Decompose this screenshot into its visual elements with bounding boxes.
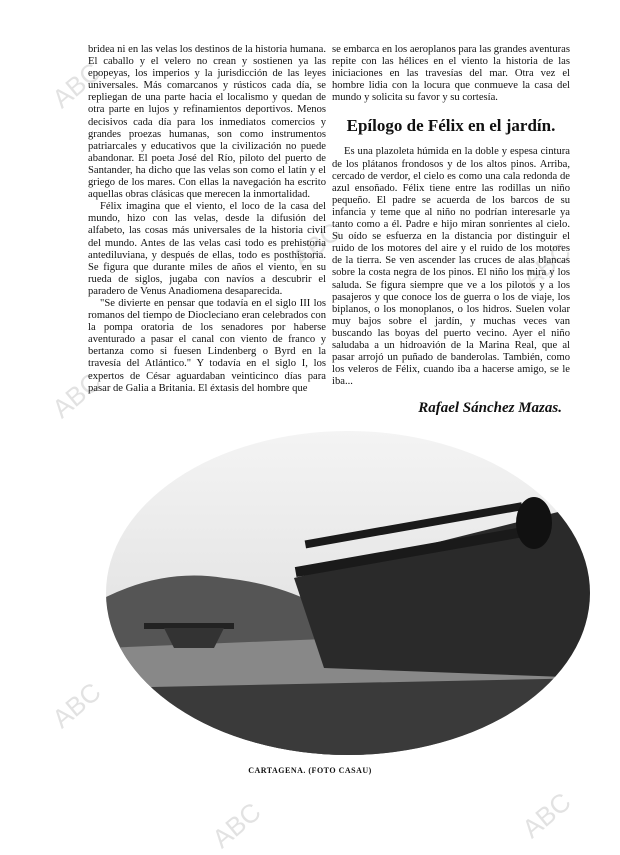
watermark: ABC (516, 236, 577, 294)
seaplanes-photo (104, 428, 592, 758)
watermark: ABC (46, 676, 107, 734)
paragraph: Es una plazoleta húmida en la doble y espesa cintura de los plátanos frondosos y de los altos pinos. Arriba, cercado de verdor, el cielo es como una cala redonda de azul ensoñado. Félix tiene entre las rodillas un niño pequeño. El padre se acuerda de los barcos de su infancia y teme que al niño no podrían interesarle ya tanto como a él. Padre e hijo miran sonrientes al cielo. Su oído se esfuerza en la distancia por distinguir el ruido de los motores del aire y el ruido de los motores de la tierra. Se ven ascender las cruces de alas blancas sobre la costa negra de los pinos. El niño los mira y los saluda. Se figura siempre que ve a los pilotos y a los pasajeros y que conoce los de guerra o los de viaje, los biplanos, o los monoplanos, o los hidros. Suelen volar muy bajos sobre el jardín, y muchas veces van buscando las boyas del puerto vecino. Ayer el niño saludaba a un hidroavión de la Marina Real, que al pasar arrojó un puñado de banderolas. También, como los veleros de Félix, cuando iba a hacerse amigo, se le iba... (332, 146, 570, 388)
paragraph: se embarca en los aeroplanos para las grandes aventuras repite con las hélices en el viento la historia de las iniciaciones en las travesías del mar. Otra vez el hombre lidia con la locura que conmueve la casa del mundo y solicita su favor y su cortesía. (332, 44, 570, 104)
watermark: ABC (46, 366, 107, 424)
paragraph: bridea ni en las velas los destinos de la historia humana. El caballo y el velero no crean y sostienen ya las epopeyas, los imperios y la jurisdicción de las leyes universales. Más comarcanos y rústicos cada día, se repliegan de una parte hacia el localismo y quedan de otra parte en lujos y refinamientos deportivos. Menos decisivos cada día para los inmediatos comercios y grandes proezas humanas, son como instrumentos patriarcales y educativos que la civilización no puede abandonar. El poeta José del Río, piloto del puerto de Santander, ha dicho que las velas son como el latín y el griego de los mares. Con ellas la navegación ha escrito aquellas obras clásicas que merecen la inmortalidad. (88, 44, 326, 201)
watermark: ABC (286, 216, 347, 274)
article-left-column (88, 44, 326, 395)
shore (104, 678, 592, 758)
paragraph: Félix imagina que el viento, el loco de la casa del mundo, hizo con las velas, desde la difusión del alfabeto, las cosas más universales de la historia civil del mundo. Antes de las velas casi todo es prehistoria antediluviana, y después de ellas, todo es posthistoria. Se figura que durante miles de años el viento, en su rueda de siglos, jugaba con navíos a descubrir el paradero de Venus Anadiomena desaparecida. (88, 201, 326, 297)
paragraph: "Se divierte en pensar que todavía en el siglo III los romanos del tiempo de Diocleciano eran celebrados con la pompa oratoria de los senadores por haberse aventurado a pasar el canal con viento de franco y bertanza como si fuesen Lindenberg o Byrd en la travesía del Atlántico." Y todavía en el siglo I, los expertos de César aguardaban veinticinco días para pasar de Galia a Britania. El éxtasis del hombre que (88, 297, 326, 394)
section-heading: Epílogo de Félix en el jardín. (346, 116, 556, 136)
watermark: ABC (46, 56, 107, 114)
article-right-column (332, 44, 570, 417)
watermark: ABC (206, 796, 267, 854)
photo-caption: CARTAGENA. (FOTO CASAU) (248, 766, 372, 775)
watermark: ABC (516, 786, 577, 844)
author-signature: Rafael Sánchez Mazas. (418, 400, 562, 417)
